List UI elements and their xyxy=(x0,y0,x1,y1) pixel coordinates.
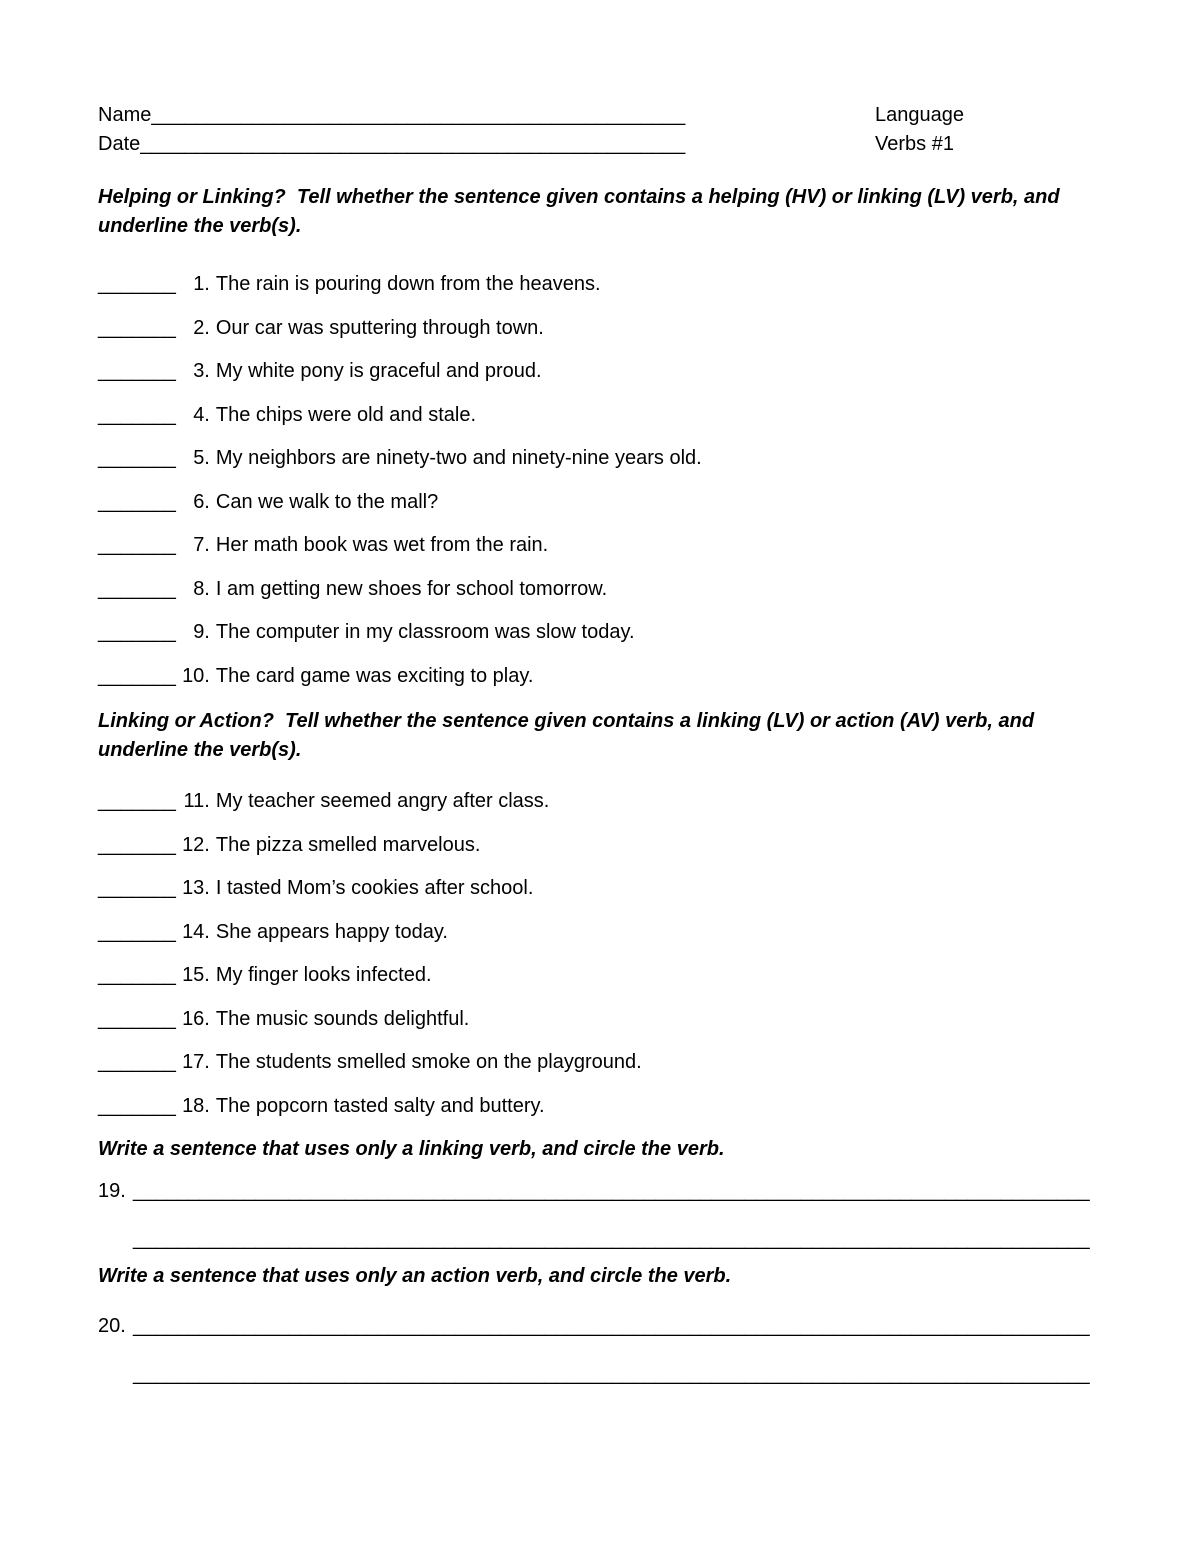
write-answer-19-line-2 xyxy=(133,1227,1104,1251)
item-sentence-16: The music sounds delightful. xyxy=(215,1007,470,1030)
item-sentence-11: My teacher seemed angry after class. xyxy=(215,790,550,812)
header xyxy=(98,101,1104,159)
answer-blank-14: _______ xyxy=(98,920,176,943)
worksheet-item-10 xyxy=(98,664,1104,688)
item-sentence-13: I tasted Mom’s cookies after school. xyxy=(215,877,534,899)
worksheet-item-15 xyxy=(98,963,1104,987)
item-sentence-17: The students smelled smoke on the playground. xyxy=(215,1051,642,1073)
item-sentence-3: My white pony is graceful and proud. xyxy=(215,360,542,382)
worksheet-item-8 xyxy=(98,577,1104,601)
item-number-7: 7. xyxy=(193,534,210,556)
answer-blank-5: _______ xyxy=(98,447,176,469)
item-sentence-15: My finger looks infected. xyxy=(215,964,432,986)
item-number-2: 2. xyxy=(193,316,210,339)
worksheet-item-12 xyxy=(98,833,1104,857)
item-sentence-2: Our car was sputtering through town. xyxy=(215,316,544,339)
section-2-items xyxy=(98,789,1104,1118)
item-number-16: 16. xyxy=(182,1007,210,1030)
worksheet-item-7 xyxy=(98,533,1104,557)
item-number-17: 17. xyxy=(182,1051,210,1073)
answer-line-19-1: ______________________________________________________________________________________ xyxy=(133,1180,1090,1202)
item-sentence-1: The rain is pouring down from the heavens. xyxy=(215,273,601,295)
item-number-19: 19. xyxy=(98,1180,126,1202)
item-sentence-5: My neighbors are ninety-two and ninety-nine years old. xyxy=(215,447,702,469)
answer-blank-18: _______ xyxy=(98,1094,176,1117)
answer-blank-6: _______ xyxy=(98,490,176,513)
item-sentence-10: The card game was exciting to play. xyxy=(215,664,534,687)
answer-blank-8: _______ xyxy=(98,577,176,600)
worksheet-item-4 xyxy=(98,403,1104,427)
worksheet-item-6 xyxy=(98,490,1104,514)
worksheet-item-16 xyxy=(98,1007,1104,1031)
item-sentence-12: The pizza smelled marvelous. xyxy=(215,833,481,856)
item-number-1: 1. xyxy=(193,273,210,295)
answer-blank-11: _______ xyxy=(98,790,176,812)
answer-blank-15: _______ xyxy=(98,964,176,986)
date-blank: _________________________________________________ xyxy=(140,133,686,155)
header-left xyxy=(98,101,875,159)
name-row xyxy=(98,101,875,130)
course-label: Language xyxy=(875,104,964,126)
worksheet-item-5 xyxy=(98,446,1104,470)
write-answer-20-line-2 xyxy=(133,1362,1104,1386)
item-number-9: 9. xyxy=(193,621,210,643)
section-1-items xyxy=(98,272,1104,688)
item-sentence-6: Can we walk to the mall? xyxy=(215,490,439,513)
date-row xyxy=(98,130,875,159)
worksheet-item-1 xyxy=(98,272,1104,296)
item-number-6: 6. xyxy=(193,490,210,513)
item-sentence-18: The popcorn tasted salty and buttery. xyxy=(215,1094,545,1117)
item-number-15: 15. xyxy=(182,964,210,986)
answer-blank-17: _______ xyxy=(98,1051,176,1073)
answer-blank-10: _______ xyxy=(98,664,176,687)
answer-line-20-2: ______________________________________________________________________________________ xyxy=(133,1363,1090,1385)
item-number-18: 18. xyxy=(182,1094,210,1117)
item-number-5: 5. xyxy=(193,447,210,469)
answer-line-20-1: ______________________________________________________________________________________ xyxy=(133,1315,1090,1337)
write-answer-20-line-1 xyxy=(98,1314,1104,1338)
write-prompt-20: Write a sentence that uses only an action verb, and circle the verb. xyxy=(98,1265,732,1287)
answer-blank-16: _______ xyxy=(98,1007,176,1030)
worksheet-item-13 xyxy=(98,876,1104,900)
item-sentence-14: She appears happy today. xyxy=(215,920,448,943)
worksheet-item-2 xyxy=(98,316,1104,340)
answer-blank-13: _______ xyxy=(98,877,176,899)
item-number-10: 10. xyxy=(182,664,210,687)
item-sentence-4: The chips were old and stale. xyxy=(215,403,477,426)
answer-blank-3: _______ xyxy=(98,360,176,382)
worksheet-title: Verbs #1 xyxy=(875,133,954,155)
item-number-20: 20. xyxy=(98,1315,126,1337)
answer-blank-12: _______ xyxy=(98,833,176,856)
write-answer-19-line-1 xyxy=(98,1179,1104,1203)
name-label: Name xyxy=(98,104,152,126)
section-2-heading: Linking or Action? Tell whether the sentence given contains a linking (LV) or action (AV) verb, and underline the verb(s). xyxy=(98,710,1040,761)
item-number-4: 4. xyxy=(193,403,210,426)
answer-blank-4: _______ xyxy=(98,403,176,426)
item-sentence-7: Her math book was wet from the rain. xyxy=(215,534,549,556)
worksheet-item-11 xyxy=(98,789,1104,813)
item-number-12: 12. xyxy=(182,833,210,856)
item-number-11: 11. xyxy=(183,790,210,812)
name-blank: ________________________________________________ xyxy=(151,104,686,126)
worksheet-item-18 xyxy=(98,1094,1104,1118)
header-right xyxy=(875,101,964,159)
answer-line-19-2: ______________________________________________________________________________________ xyxy=(133,1228,1090,1250)
date-label: Date xyxy=(98,133,141,155)
answer-blank-7: _______ xyxy=(98,534,176,556)
worksheet-item-14 xyxy=(98,920,1104,944)
answer-blank-9: _______ xyxy=(98,621,176,643)
answer-blank-2: _______ xyxy=(98,316,176,339)
item-sentence-9: The computer in my classroom was slow today. xyxy=(215,621,635,643)
answer-blank-1: _______ xyxy=(98,273,176,295)
write-prompt-19: Write a sentence that uses only a linking verb, and circle the verb. xyxy=(98,1138,725,1160)
worksheet-item-17 xyxy=(98,1050,1104,1074)
item-number-3: 3. xyxy=(193,360,210,382)
worksheet-item-3 xyxy=(98,359,1104,383)
item-number-13: 13. xyxy=(182,877,210,899)
item-number-14: 14. xyxy=(182,920,210,943)
worksheet-item-9 xyxy=(98,620,1104,644)
item-sentence-8: I am getting new shoes for school tomorrow. xyxy=(215,577,608,600)
item-number-8: 8. xyxy=(193,577,210,600)
section-1-heading: Helping or Linking? Tell whether the sentence given contains a helping (HV) or linking (LV) verb, and underline the verb(s). xyxy=(98,186,1066,237)
